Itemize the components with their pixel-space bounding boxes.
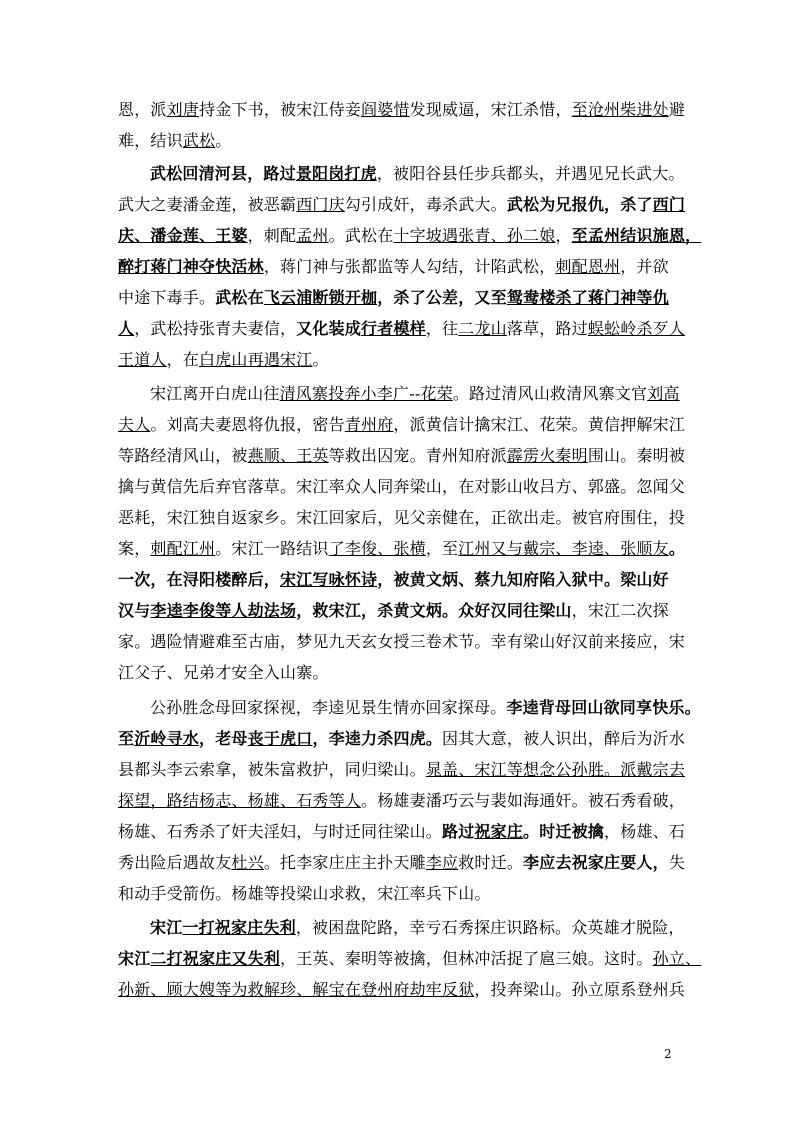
text-run: ，被阳谷县任步兵都头，并遇见兄长武大。 [376, 164, 685, 183]
text-line [118, 723, 686, 754]
text-run: 飞云浦断锁开枷 [263, 288, 378, 307]
text-run: 孟州 [296, 226, 329, 245]
text-run: 孙立、 [652, 949, 702, 968]
text-line [118, 595, 678, 626]
text-run: ，在 [166, 350, 200, 369]
text-run: 蜈蚣岭杀歹人 [587, 319, 686, 338]
text-run: 刺配恩州 [555, 257, 621, 276]
text-run: 二打祝家庄又失利 [150, 949, 281, 968]
text-run: 一次，在浔阳楼醉后， [118, 570, 281, 589]
text-run: 恩，派 [118, 100, 167, 119]
text-run: 恶耗，宋江独自返家乡。宋江回家后，见父亲健在，正欲出走。被官府围住，投 [118, 508, 686, 527]
text-line [118, 344, 678, 375]
paragraph-1 [118, 94, 686, 156]
text-line [118, 220, 702, 251]
text-run: 。杨雄妻潘巧云与裴如海通奸。被石秀看破， [361, 791, 686, 810]
text-run: ，老母 [199, 729, 248, 748]
text-run: 至 [118, 729, 135, 748]
text-line [118, 378, 678, 409]
text-run: 。路过清风山救清风寨文官 [452, 384, 648, 403]
text-run: 李逵李俊等人劫法场 [150, 601, 297, 620]
page-number: 2 [664, 1047, 672, 1061]
text-line [118, 626, 686, 657]
text-run: 丧于虎口 [247, 729, 313, 748]
text-line [118, 847, 686, 878]
text-run: 路过 [442, 822, 475, 841]
text-run: 燕顺、王英 [247, 446, 329, 465]
text-run: 武松 [182, 131, 216, 150]
text-run: 中途下毒手。 [118, 288, 216, 307]
text-line [118, 533, 686, 564]
text-run: 杨雄、石秀杀了奸夫淫妇，与时迁同往梁山。 [118, 822, 443, 841]
text-run: ，王英、秦明等被擒，但林冲活捉了扈三娘。这时。 [280, 949, 653, 968]
text-run: 夫人 [118, 415, 151, 434]
text-run: ，投奔梁山。孙立原系登州兵 [474, 980, 686, 999]
text-run: ，被困盘陀路，幸亏石秀探庄识路标。众英雄才脱险， [295, 918, 685, 937]
text-line [118, 471, 686, 502]
text-line [118, 943, 702, 974]
text-run: ，被黄文炳、蔡九知府陷入狱中。梁山好 [377, 570, 669, 589]
text-run: 人 [118, 319, 135, 338]
text-run: 王道人 [118, 350, 167, 369]
text-run: 李应去祝家庄要人， [523, 853, 669, 872]
text-line [118, 785, 686, 816]
text-line [118, 754, 686, 785]
text-line [118, 158, 685, 189]
text-run: 宋江离开白虎山往 [150, 384, 280, 403]
text-run: 。托李家庄庄主扑天雕 [263, 853, 426, 872]
text-line [118, 692, 701, 723]
text-run: ，李逵力杀四虎。 [312, 729, 443, 748]
text-line [118, 94, 686, 125]
text-run: ，救宋江，杀黄文炳。众好汉同往梁山 [296, 601, 572, 620]
text-run: 武松在 [215, 288, 264, 307]
paragraph-5 [118, 912, 702, 1005]
text-line [118, 974, 686, 1005]
text-run: 难，结识 [118, 131, 183, 150]
text-line [118, 313, 686, 344]
paragraph-3 [118, 378, 686, 688]
text-run: 。时迁被擒 [523, 822, 605, 841]
text-line [118, 251, 678, 282]
text-run: 。宋江一路结识 [215, 539, 329, 558]
text-run: 孙新、顾大嫂等为救解珍、解宝在登州府劫牢反狱 [118, 980, 475, 999]
text-run: 宋江写咏怀诗 [280, 570, 378, 589]
text-run: 发现威逼，宋江杀惜， [409, 100, 572, 119]
text-line [118, 409, 686, 440]
text-line [118, 125, 678, 156]
text-run: ，蒋门神与张都监等人勾结，计陷武松， [263, 257, 556, 276]
text-run: 失 [668, 853, 686, 872]
text-run: 等救出囚宠。青州知府派 [328, 446, 507, 465]
text-run: 探望，路结杨志、杨雄、石秀等人 [118, 791, 362, 810]
text-run: 刘唐 [166, 100, 200, 119]
text-run: 晁盖、宋江等想念公孙胜。派戴宗去 [425, 760, 686, 779]
text-run: ，往 [425, 319, 459, 338]
text-line [118, 189, 686, 220]
text-run: 阎婆惜 [361, 100, 410, 119]
text-run: 庆、潘金莲、王婆 [118, 226, 248, 245]
text-run: 武松为兄报仇，杀了 [506, 195, 653, 214]
text-run: 白虎山再遇宋江 [199, 350, 313, 369]
text-run: ，至 [425, 539, 459, 558]
text-run: 宋江 [118, 949, 151, 968]
text-run: 公孙胜念母回家探视，李逵见景生情亦回家探母。 [150, 698, 507, 717]
text-run: ，并欲 [620, 257, 669, 276]
text-run: ，武松持张青夫妻信， [134, 319, 297, 338]
text-line [118, 282, 678, 313]
text-run: 景阳岗打虎 [295, 164, 377, 183]
text-run: 。 [215, 131, 232, 150]
text-line [118, 912, 685, 943]
text-run: 西门 [652, 195, 686, 214]
text-run: 鸳鸯楼杀了蒋门神等仇 [506, 288, 669, 307]
text-line [118, 564, 678, 595]
text-run: 清风寨投奔小李广--花荣 [279, 384, 453, 403]
text-run: ，派黄信计擒宋江、花荣。黄信押解宋江 [393, 415, 686, 434]
text-run: 。武松在 [328, 226, 394, 245]
text-run: 刘高 [647, 384, 680, 403]
text-run: 。 [668, 539, 686, 558]
text-run: 二龙山 [458, 319, 507, 338]
text-line [118, 878, 678, 909]
text-run: 因其大意，被人识出，醉后为沂水 [442, 729, 686, 748]
text-run: ，刺配 [247, 226, 297, 245]
text-run: 等路经清风山，被 [118, 446, 248, 465]
text-run: 醉打蒋门神夺快活林 [118, 257, 264, 276]
text-run: 家。遇险情避难至古庙，梦见九天玄女授三卷术节。幸有梁山好汉前来接应，宋 [118, 632, 686, 651]
text-run: 县都头李云索拿，被朱富救护，同归梁山。 [118, 760, 426, 779]
text-run: 十字坡遇张青、孙二娘 [393, 226, 556, 245]
text-run: 。 [312, 350, 329, 369]
text-line [118, 440, 686, 471]
text-run: 避 [668, 100, 686, 119]
text-run: 霹雳火秦明 [506, 446, 588, 465]
text-run: 祝家庄 [474, 822, 524, 841]
text-line [118, 502, 686, 533]
text-run: 围山。秦明被 [587, 446, 686, 465]
text-run: 汉与 [118, 601, 151, 620]
text-run: 李应 [425, 853, 459, 872]
text-run: 和动手受箭伤。杨雄等投梁山求救，宋江率兵下山。 [118, 884, 491, 903]
text-run: 至沧州柴进处 [571, 100, 669, 119]
text-line [118, 816, 686, 847]
text-run: 案， [118, 539, 151, 558]
text-run: 李逵背母回山欲同享快乐。 [506, 698, 701, 717]
text-run: 一打祝家庄失利 [182, 918, 296, 937]
text-run: 青州府 [344, 415, 394, 434]
text-run: ，宋江二次探 [571, 601, 669, 620]
text-line [118, 657, 678, 688]
text-run: 勾引成奸，毒杀武大。 [344, 195, 507, 214]
text-run: 武大之妻潘金莲，被恶霸 [118, 195, 297, 214]
text-run: ，杨雄、石 [604, 822, 686, 841]
text-run: 武松回清河县，路过 [150, 164, 296, 183]
text-run: 救时迁。 [458, 853, 524, 872]
text-run: ， [555, 226, 572, 245]
text-run: 。刘高夫妻恩将仇报，密告 [150, 415, 345, 434]
text-run: 又化装成 [296, 319, 362, 338]
text-run: 江父子、兄弟才安全入山寨。 [118, 663, 329, 682]
text-run: 杜兴 [231, 853, 264, 872]
text-run: ，杀了公差，又至 [377, 288, 507, 307]
text-run: 刺配江州 [150, 539, 216, 558]
text-run: 西门庆 [296, 195, 345, 214]
text-run: 江州又与戴宗、李逵、张顺友 [458, 539, 669, 558]
text-run: 秀出险后遇故友 [118, 853, 232, 872]
text-run: 至孟州结识施恩， [571, 226, 702, 245]
text-run: 了李俊、张横 [328, 539, 426, 558]
text-run: 行者模样 [361, 319, 426, 338]
text-run: 宋江 [150, 918, 183, 937]
text-run: 持金下书，被宋江侍妾 [199, 100, 362, 119]
paragraph-2 [118, 158, 702, 375]
text-run: 落草，路过 [506, 319, 588, 338]
text-run: 沂岭寻水 [134, 729, 200, 748]
text-run: 擒与黄信先后弃官落草。宋江率众人同奔梁山，在对影山收吕方、郭盛。忽闻父 [118, 477, 686, 496]
paragraph-4 [118, 692, 701, 909]
